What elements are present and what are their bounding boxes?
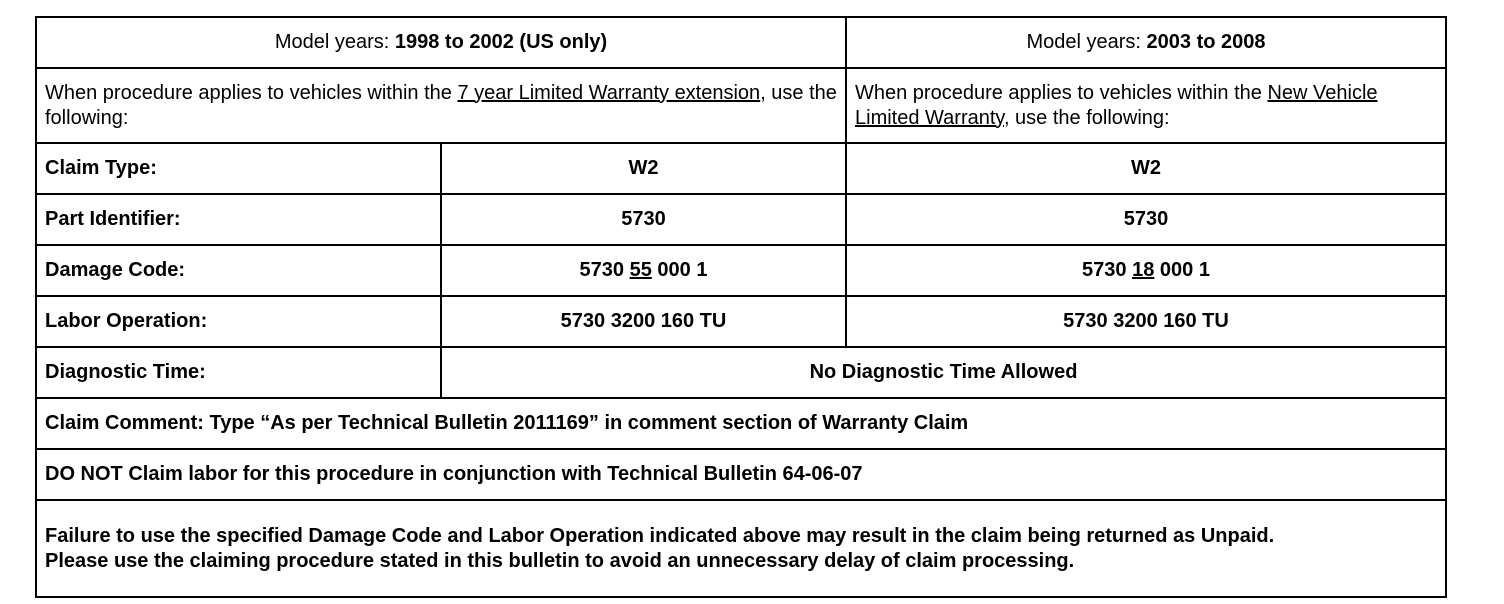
procedure-right-after: , use the following:	[1003, 106, 1170, 129]
damage-code-right-post: 000 1	[1154, 259, 1210, 281]
damage-code-left-underlined: 55	[629, 259, 652, 281]
warranty-claim-table	[35, 16, 1447, 598]
procedure-row	[36, 68, 1446, 143]
model-years-right-cell	[846, 17, 1446, 68]
damage-code-left-value	[441, 245, 846, 296]
part-identifier-left-value: 5730	[441, 194, 846, 245]
labor-operation-row	[36, 296, 1446, 347]
damage-code-right-value	[846, 245, 1446, 296]
do-not-claim-row	[36, 449, 1446, 500]
damage-code-right-pre: 5730	[1082, 259, 1133, 281]
claim-comment-row	[36, 398, 1446, 449]
damage-code-left-pre: 5730	[579, 259, 630, 281]
procedure-left-before: When procedure applies to vehicles within the	[45, 81, 458, 104]
model-years-row	[36, 17, 1446, 68]
damage-code-right-underlined: 18	[1132, 259, 1155, 281]
damage-code-row	[36, 245, 1446, 296]
diagnostic-time-label: Diagnostic Time:	[36, 347, 441, 398]
failure-note-row	[36, 500, 1446, 597]
labor-operation-label: Labor Operation:	[36, 296, 441, 347]
model-years-left-prefix: Model years:	[274, 31, 395, 53]
failure-note-line-2: Please use the claiming procedure stated in this bulletin to avoid an unnecessary delay of claim processing.	[45, 549, 1075, 572]
diagnostic-time-value: No Diagnostic Time Allowed	[441, 347, 1446, 398]
procedure-right-before: When procedure applies to vehicles within the	[855, 81, 1268, 104]
procedure-right-warranty-link: New Vehicle Limited Warranty	[855, 81, 1378, 129]
model-years-left-cell	[36, 17, 846, 68]
procedure-left-after: , use the following:	[45, 81, 837, 129]
part-identifier-label: Part Identifier:	[36, 194, 441, 245]
claim-type-right-value: W2	[846, 143, 1446, 194]
claim-type-label: Claim Type:	[36, 143, 441, 194]
failure-note-cell	[36, 500, 1446, 597]
claim-type-left-value: W2	[441, 143, 846, 194]
diagnostic-time-row	[36, 347, 1446, 398]
damage-code-left-post: 000 1	[651, 259, 708, 281]
model-years-left-range: 1998 to 2002 (US only)	[394, 31, 608, 53]
labor-operation-left-value: 5730 3200 160 TU	[441, 296, 846, 347]
model-years-right-prefix: Model years:	[1026, 31, 1147, 53]
claim-comment-text: Claim Comment: Type “As per Technical Bulletin 2011169” in comment section of Warranty Claim	[36, 398, 1446, 449]
failure-note-line-1: Failure to use the specified Damage Code and Labor Operation indicated above may result in the claim being returned as Unpaid.	[45, 524, 1275, 547]
claim-type-row	[36, 143, 1446, 194]
labor-operation-right-value: 5730 3200 160 TU	[846, 296, 1446, 347]
procedure-right-cell	[846, 68, 1446, 143]
do-not-claim-text: DO NOT Claim labor for this procedure in conjunction with Technical Bulletin 64-06-07	[36, 449, 1446, 500]
model-years-right-range: 2003 to 2008	[1146, 31, 1266, 53]
damage-code-label: Damage Code:	[36, 245, 441, 296]
part-identifier-right-value: 5730	[846, 194, 1446, 245]
part-identifier-row	[36, 194, 1446, 245]
procedure-left-cell	[36, 68, 846, 143]
procedure-left-warranty-link: 7 year Limited Warranty extension	[457, 81, 761, 104]
